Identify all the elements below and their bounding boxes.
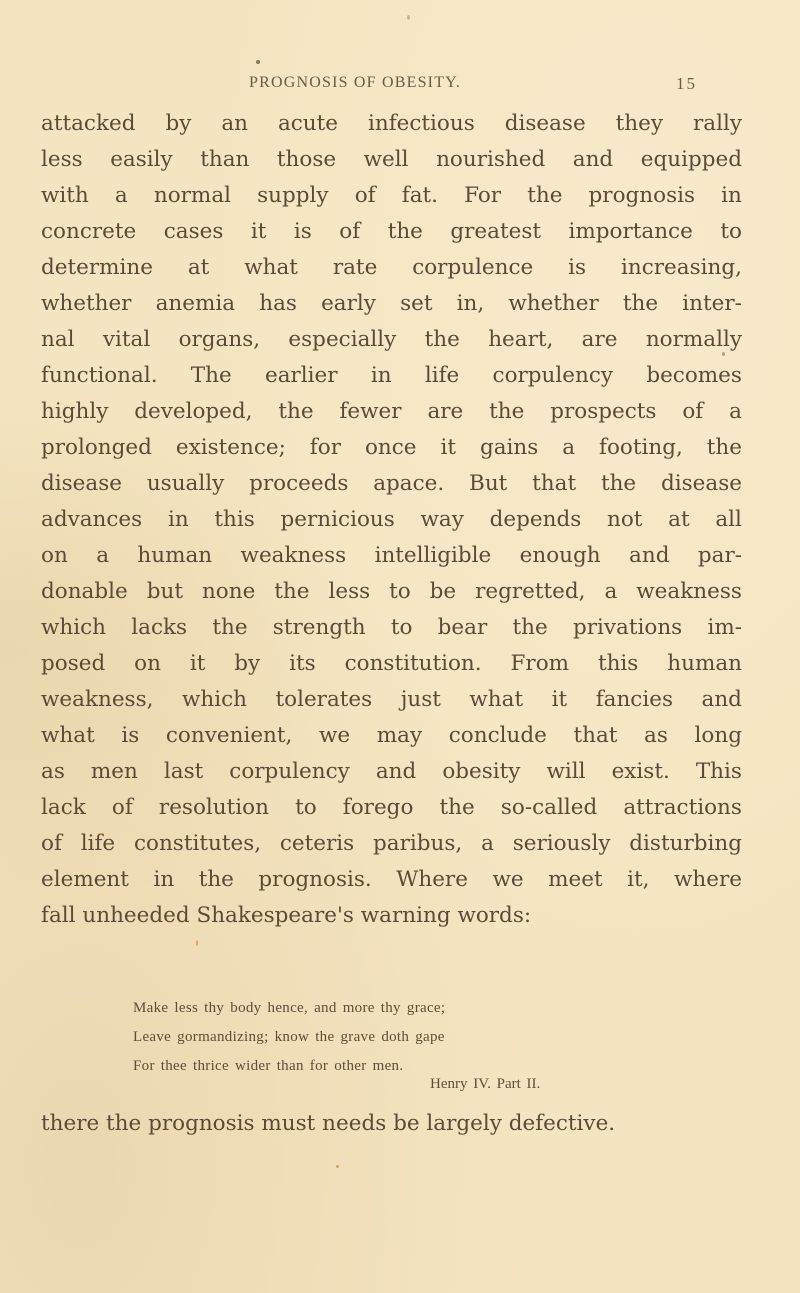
text-line <box>41 322 742 358</box>
word: tolerates <box>275 687 373 712</box>
word: From <box>510 651 570 676</box>
text-line <box>41 502 742 538</box>
word: is <box>121 723 140 748</box>
word: human <box>137 543 213 568</box>
word: element <box>41 867 129 892</box>
word: The <box>190 363 232 388</box>
word: unheeded <box>82 903 190 928</box>
word: a <box>604 579 618 604</box>
word: last <box>163 759 204 784</box>
word: earlier <box>264 363 338 388</box>
word: cases <box>163 219 224 244</box>
text-line <box>41 358 742 394</box>
quote-attribution: Henry IV. Part II. <box>430 1076 541 1092</box>
word: so-called <box>500 795 598 820</box>
text-line <box>41 610 742 646</box>
word: becomes <box>646 363 742 388</box>
word: existence; <box>175 435 286 460</box>
text-line <box>41 430 742 466</box>
word: disturbing <box>629 831 742 856</box>
word: gains <box>479 435 539 460</box>
word: rate <box>332 255 378 280</box>
word: whether <box>508 291 599 316</box>
word: to <box>720 219 742 244</box>
word: of <box>354 183 376 208</box>
word: those <box>276 147 337 172</box>
word: is <box>568 255 587 280</box>
running-head-title: PROGNOSIS OF OBESITY. <box>249 74 462 91</box>
word: resolution <box>158 795 269 820</box>
word: as <box>644 723 668 748</box>
word: well <box>363 147 409 172</box>
word: donable <box>41 579 128 604</box>
word: posed <box>41 651 106 676</box>
word: as <box>41 759 65 784</box>
paper-speck <box>196 940 198 946</box>
word: of <box>41 831 62 856</box>
word: human <box>667 651 742 676</box>
word: advances <box>41 507 143 532</box>
word: we <box>319 723 351 748</box>
word: fancies <box>595 687 673 712</box>
text-line <box>41 178 742 214</box>
word: im- <box>707 615 742 640</box>
word: less <box>41 147 83 172</box>
word: will <box>546 759 586 784</box>
word: infectious <box>367 111 475 136</box>
word: it, <box>627 867 650 892</box>
word: life <box>424 363 460 388</box>
word: that <box>573 723 618 748</box>
word: and <box>629 543 670 568</box>
word: intelligible <box>374 543 492 568</box>
word: weakness <box>636 579 742 604</box>
word: which <box>181 687 247 712</box>
word: this <box>214 507 255 532</box>
word: supply <box>257 183 329 208</box>
word: for <box>309 435 341 460</box>
text-line <box>41 862 742 898</box>
word: it <box>551 687 568 712</box>
word: inter- <box>682 291 742 316</box>
verse-line: Make less thy body hence, and more thy grace; <box>133 1000 446 1016</box>
word: early <box>321 291 376 316</box>
word: may <box>376 723 423 748</box>
word: prognosis <box>588 183 696 208</box>
word: Where <box>396 867 468 892</box>
word: by <box>234 651 261 676</box>
word: with <box>41 183 89 208</box>
word: heart, <box>488 327 554 352</box>
word: vital <box>102 327 151 352</box>
word: to <box>389 579 411 604</box>
text-line <box>41 682 742 718</box>
word: a <box>729 399 742 424</box>
word: the <box>424 327 460 352</box>
text-line <box>41 754 742 790</box>
word: corpulence <box>412 255 534 280</box>
closing-sentence: there the prognosis must needs be largely defective. <box>41 1111 616 1136</box>
word: that <box>532 471 577 496</box>
word: has <box>259 291 297 316</box>
text-line <box>41 538 742 574</box>
word: constitution. <box>344 651 482 676</box>
word: at <box>668 507 690 532</box>
word: rally <box>692 111 742 136</box>
word: enough <box>519 543 601 568</box>
verse-line: Leave gormandizing; know the grave doth gape <box>133 1029 445 1045</box>
word: acute <box>277 111 339 136</box>
word: weakness, <box>41 687 154 712</box>
word: corpulency <box>492 363 614 388</box>
word: on <box>41 543 68 568</box>
word: at <box>187 255 210 280</box>
word: equipped <box>640 147 742 172</box>
word: especially <box>288 327 397 352</box>
word: are <box>581 327 618 352</box>
word: set <box>400 291 433 316</box>
word: concrete <box>41 219 137 244</box>
word: determine <box>41 255 153 280</box>
word: way <box>420 507 464 532</box>
word: which <box>41 615 107 640</box>
word: greatest <box>450 219 542 244</box>
verse-line: For thee thrice wider than for other men. <box>133 1058 404 1074</box>
word: in <box>721 183 742 208</box>
word: depends <box>489 507 582 532</box>
text-line <box>41 142 742 178</box>
word: the <box>527 183 563 208</box>
word: But <box>469 471 508 496</box>
page-number: 15 <box>676 74 697 93</box>
word: proceeds <box>249 471 349 496</box>
word: the <box>212 615 248 640</box>
word: disease <box>504 111 586 136</box>
word: just <box>400 687 441 712</box>
word: seriously <box>512 831 611 856</box>
word: convenient, <box>165 723 293 748</box>
word: privations <box>572 615 683 640</box>
word: its <box>289 651 316 676</box>
word: footing, <box>599 435 683 460</box>
word: paribus, <box>373 831 463 856</box>
word: a <box>562 435 576 460</box>
body-paragraph <box>41 106 742 934</box>
word: a <box>481 831 494 856</box>
word: the <box>489 399 525 424</box>
word: meet <box>548 867 603 892</box>
word: an <box>221 111 248 136</box>
word: This <box>695 759 742 784</box>
word: nourished <box>436 147 546 172</box>
word: what <box>41 723 95 748</box>
text-line <box>41 898 742 934</box>
word: regretted, <box>475 579 586 604</box>
word: be <box>429 579 457 604</box>
word: the <box>706 435 742 460</box>
word: For <box>464 183 502 208</box>
word: a <box>114 183 128 208</box>
word: conclude <box>448 723 547 748</box>
word: and <box>572 147 614 172</box>
word: it <box>250 219 267 244</box>
word: by <box>165 111 192 136</box>
word: nal <box>41 327 75 352</box>
word: normal <box>153 183 232 208</box>
word: prognosis. <box>258 867 372 892</box>
text-line <box>41 574 742 610</box>
word: anemia <box>155 291 236 316</box>
word: none <box>201 579 256 604</box>
text-line <box>41 466 742 502</box>
word: of <box>111 795 133 820</box>
paper-speck <box>336 1165 339 1168</box>
word: but <box>146 579 183 604</box>
word: and <box>375 759 417 784</box>
text-line <box>41 718 742 754</box>
word: the <box>600 471 637 496</box>
word: easily <box>110 147 173 172</box>
word: all <box>715 507 742 532</box>
word: is <box>293 219 312 244</box>
word: constitutes, <box>133 831 262 856</box>
word: men <box>90 759 138 784</box>
word: warning <box>360 903 451 928</box>
word: functional. <box>41 363 158 388</box>
word: the <box>387 219 423 244</box>
word: once <box>364 435 417 460</box>
word: lacks <box>131 615 188 640</box>
word: where <box>673 867 742 892</box>
word: the <box>278 399 314 424</box>
text-line <box>41 286 742 322</box>
text-line <box>41 106 742 142</box>
word: exist. <box>611 759 670 784</box>
word: organs, <box>178 327 261 352</box>
text-line <box>41 826 742 862</box>
word: fat. <box>401 183 438 208</box>
word: of <box>682 399 704 424</box>
word: what <box>469 687 524 712</box>
word: in <box>153 867 175 892</box>
word: importance <box>568 219 693 244</box>
word: the <box>198 867 234 892</box>
word: it <box>440 435 456 460</box>
word: long <box>694 723 742 748</box>
word: on <box>134 651 161 676</box>
word: the <box>274 579 310 604</box>
word: we <box>492 867 524 892</box>
word: apace. <box>373 471 445 496</box>
paper-speck <box>722 352 725 356</box>
word: to <box>295 795 317 820</box>
word: increasing, <box>620 255 742 280</box>
verse-quotation <box>133 994 445 1081</box>
word: it <box>189 651 206 676</box>
word: attractions <box>623 795 742 820</box>
word: a <box>96 543 110 568</box>
word: not <box>606 507 643 532</box>
word: prolonged <box>41 435 152 460</box>
word: the <box>512 615 548 640</box>
word: they <box>615 111 664 136</box>
word: less <box>328 579 371 604</box>
word: attacked <box>41 111 136 136</box>
word: ceteris <box>279 831 355 856</box>
word: than <box>200 147 250 172</box>
word: the <box>439 795 475 820</box>
word: usually <box>146 471 225 496</box>
word: this <box>597 651 639 676</box>
word: lack <box>41 795 86 820</box>
word: what <box>244 255 298 280</box>
word: the <box>622 291 659 316</box>
text-line <box>41 250 742 286</box>
word: in <box>167 507 189 532</box>
text-line <box>41 214 742 250</box>
word: are <box>427 399 464 424</box>
word: fall <box>41 903 76 928</box>
paper-speck <box>407 15 410 20</box>
word: words: <box>457 903 532 928</box>
word: prospects <box>550 399 657 424</box>
word: and <box>701 687 742 712</box>
word: whether <box>41 291 132 316</box>
word: normally <box>645 327 742 352</box>
word: of <box>339 219 361 244</box>
word: Shakespeare's <box>196 903 354 928</box>
word: developed, <box>134 399 253 424</box>
word: pernicious <box>280 507 395 532</box>
text-line <box>41 646 742 682</box>
text-line <box>41 394 742 430</box>
word: life <box>80 831 116 856</box>
word: forego <box>342 795 414 820</box>
word: bear <box>437 615 488 640</box>
word: strength <box>272 615 366 640</box>
word: to <box>390 615 413 640</box>
word: disease <box>660 471 742 496</box>
word: fewer <box>339 399 402 424</box>
word: highly <box>41 399 109 424</box>
word: disease <box>41 471 122 496</box>
word: weakness <box>240 543 347 568</box>
text-line <box>41 790 742 826</box>
word: obesity <box>442 759 521 784</box>
paper-speck <box>256 60 260 64</box>
word: par- <box>697 543 742 568</box>
word: corpulency <box>229 759 350 784</box>
word: in, <box>456 291 485 316</box>
word: in <box>370 363 392 388</box>
